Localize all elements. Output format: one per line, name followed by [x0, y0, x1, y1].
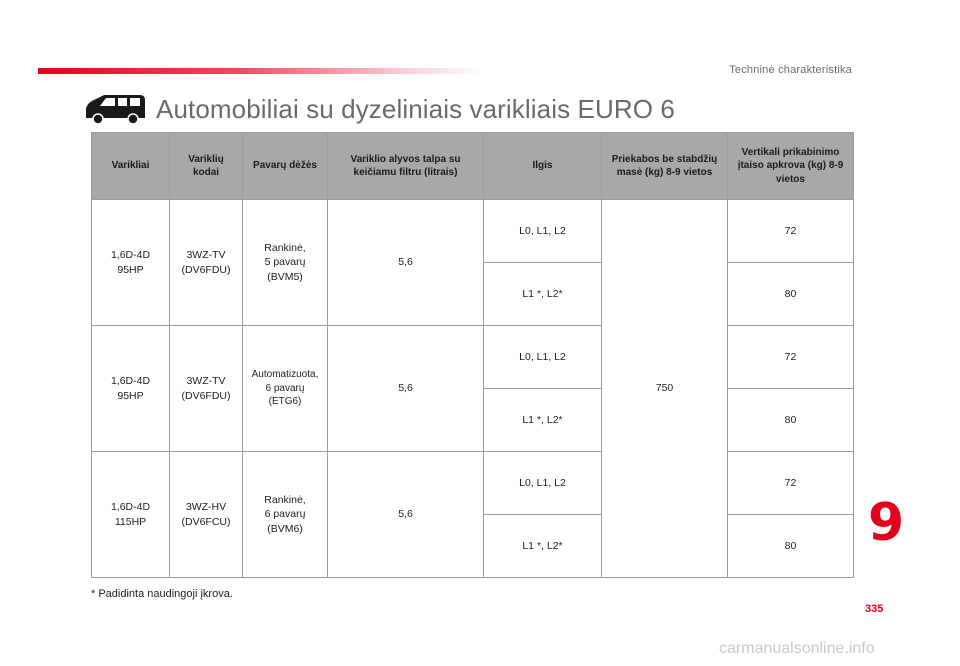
hitch-load-cell: 80 — [728, 263, 854, 326]
section-title: Techninė charakteristika — [729, 64, 852, 76]
hitch-load-cell: 72 — [728, 200, 854, 263]
hitch-load-cell: 80 — [728, 389, 854, 452]
accent-bar — [38, 68, 483, 74]
oil-capacity-cell: 5,6 — [328, 452, 484, 578]
oil-capacity-cell: 5,6 — [328, 200, 484, 326]
header-engines: Varikliai — [92, 133, 170, 200]
header-engine-codes: Variklių kodai — [170, 133, 243, 200]
table-row — [92, 452, 854, 515]
header-length: Ilgis — [484, 133, 602, 200]
watermark: carmanualsonline.info — [719, 640, 875, 657]
length-cell: L0, L1, L2 — [484, 326, 602, 389]
van-icon — [82, 92, 148, 126]
header-trailer-mass: Priekabos be stabdžių masė (kg) 8-9 vietos — [602, 133, 728, 200]
gearbox-cell: Automatizuota, 6 pavarų (ETG6) — [243, 326, 328, 452]
engine-code-cell: 3WZ-TV (DV6FDU) — [170, 200, 243, 326]
header-oil-capacity: Variklio alyvos talpa su keičiamu filtru (litrais) — [328, 133, 484, 200]
table-row — [92, 200, 854, 263]
page-title: Automobiliai su dyzeliniais varikliais EURO 6 — [156, 93, 675, 124]
spec-table-container — [91, 132, 853, 578]
length-cell: L1 *, L2* — [484, 263, 602, 326]
engine-spec-table — [91, 132, 854, 578]
footnote: * Padidinta naudingoji įkrova. — [91, 588, 233, 600]
engine-code-cell: 3WZ-TV (DV6FDU) — [170, 326, 243, 452]
engine-cell: 1,6D-4D 95HP — [92, 326, 170, 452]
trailer-mass-cell: 750 — [602, 200, 728, 578]
length-cell: L1 *, L2* — [484, 515, 602, 578]
hitch-load-cell: 80 — [728, 515, 854, 578]
header-gearbox: Pavarų dėžės — [243, 133, 328, 200]
page-number: 335 — [865, 603, 884, 615]
page-heading — [82, 92, 675, 126]
engine-code-cell: 3WZ-HV (DV6FCU) — [170, 452, 243, 578]
length-cell: L1 *, L2* — [484, 389, 602, 452]
engine-cell: 1,6D-4D 115HP — [92, 452, 170, 578]
engine-cell: 1,6D-4D 95HP — [92, 200, 170, 326]
table-row — [92, 326, 854, 389]
header-hitch-load: Vertikali prikabinimo įtaiso apkrova (kg) 8-9 vietos — [728, 133, 854, 200]
hitch-load-cell: 72 — [728, 452, 854, 515]
length-cell: L0, L1, L2 — [484, 200, 602, 263]
chapter-number: 9 — [868, 493, 905, 553]
hitch-load-cell: 72 — [728, 326, 854, 389]
length-cell: L0, L1, L2 — [484, 452, 602, 515]
table-header-row — [92, 133, 854, 200]
oil-capacity-cell: 5,6 — [328, 326, 484, 452]
gearbox-cell: Rankinė, 5 pavarų (BVM5) — [243, 200, 328, 326]
gearbox-cell: Rankinė, 6 pavarų (BVM6) — [243, 452, 328, 578]
